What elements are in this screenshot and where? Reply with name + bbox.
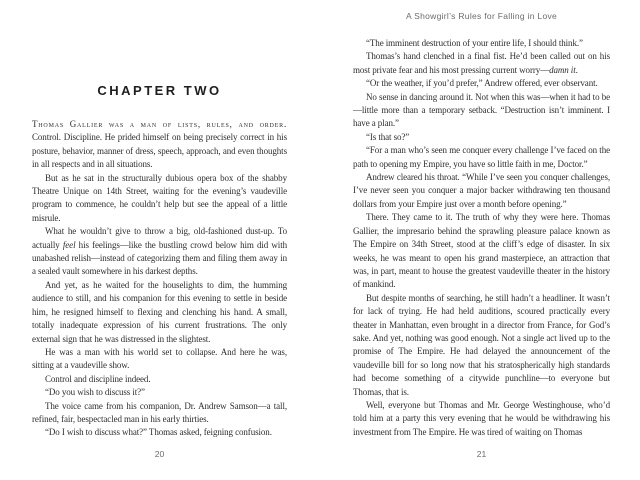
- right-page-body: [353, 37, 610, 439]
- body-paragraph: And yet, as he waited for the houselights to dim, the humming audience to still, and his companion for this evening to settle in beside him, he resigned himself to flexing and clenching his hand. A small, totally inadequate expression of his current frustrations. The only external sign that he was distressed in the slightest.: [32, 279, 287, 344]
- body-paragraph: Thomas’s hand clenched in a final fist. He’d been called out on his most private fear and his most pressing current worry—damn it.: [353, 51, 610, 75]
- body-paragraph: “Is that so?”: [366, 131, 410, 142]
- opening-small-caps-lead: Thomas Gallier was a man of lists, rules, and order.: [32, 119, 287, 129]
- chapter-heading: CHAPTER TWO: [97, 83, 222, 98]
- body-paragraph: The voice came from his companion, Dr. Andrew Samson—a tall, refined, fair, bespectacled man in his early thirties.: [32, 400, 287, 424]
- page-number-right: 21: [476, 449, 487, 459]
- body-paragraph: “Or the weather, if you’d prefer,” Andrew offered, ever observant.: [366, 78, 598, 89]
- body-paragraph: He was a man with his world set to collapse. And here he was, sitting at a vaudeville show.: [32, 346, 287, 371]
- body-paragraph: What he wouldn’t give to throw a big, old-fashioned dust-up. To actually feel his feelings—like the bustling crowd below him did with unabashed relish—instead of categorizing them and filing them away in a sealed vault somewhere in his darkest depths.: [32, 226, 287, 277]
- body-paragraph: “Do you wish to discuss it?”: [45, 387, 145, 398]
- page-right: [353, 0, 610, 480]
- page-number-left: 20: [154, 449, 165, 459]
- right-page-paragraphs: [353, 37, 610, 439]
- body-paragraph: But as he sat in the structurally dubious opera box of the shabby Theatre Unique on 14th Street, waiting for the evening’s vaudeville program to commence, he couldn’t help but see the appeal of a little misrule.: [32, 172, 287, 223]
- body-paragraph: “Do I wish to discuss what?” Thomas asked, feigning confusion.: [45, 427, 272, 438]
- body-paragraph: No sense in dancing around it. Not when this was—when it had to be—little more than a temporary setback. “Destruction isn’t imminent. I have a plan.”: [353, 91, 610, 129]
- left-page-body: [32, 118, 287, 440]
- left-page-paragraphs: [32, 172, 287, 440]
- body-paragraph: “The imminent destruction of your entire life, I should think.”: [366, 38, 583, 48]
- opening-paragraph: [32, 118, 287, 172]
- body-paragraph: Andrew cleared his throat. “While I’ve seen you conquer challenges, I’ve never seen you conquer a major backer withdrawing ten thousand dollars from your Empire just over a month before opening.”: [353, 172, 610, 209]
- opening-paragraph-rest: Control. Discipline. He prided himself on being precisely correct in his posture, behavior, manner of dress, speech, approach, and even thoughts in all respects and in all situations.: [32, 132, 287, 170]
- page-left: [32, 0, 287, 480]
- body-paragraph: But despite months of searching, he still hadn’t a headliner. It wasn’t for lack of trying. He had held auditions, scoured practically every theater in Manhattan, even brought in a director from France, for God’s sake. And yet, nothing was good enough. Not a single act lived up to the promise of The Empire. He had delayed the announcement of the vaudeville bill for so long now that his stratospherically high standards had become something of a citywide punchline—to everyone but Thomas, that is.: [353, 292, 610, 397]
- body-paragraph: “For a man who’s seen me conquer every challenge I’ve faced on the path to opening my Empire, you have so little faith in me, Doctor.”: [353, 145, 610, 169]
- running-header: A Showgirl’s Rules for Falling in Love: [405, 11, 558, 21]
- body-paragraph: Control and discipline indeed.: [45, 373, 151, 384]
- body-paragraph: Well, everyone but Thomas and Mr. George Westinghouse, who’d told him at a party this very evening that he would be withdrawing his investment from The Empire. He was tired of waiting on Thomas: [353, 399, 610, 437]
- body-paragraph: There. They came to it. The truth of why they were here. Thomas Gallier, the impresario behind the sprawling pleasure palace known as The Empire on 34th Street, stood at the cliff’s edge of disaster. In six weeks, he was meant to open his grand masterpiece, an attraction that was, in part, meant to house the greatest vaudeville theater in the history of mankind.: [353, 212, 610, 290]
